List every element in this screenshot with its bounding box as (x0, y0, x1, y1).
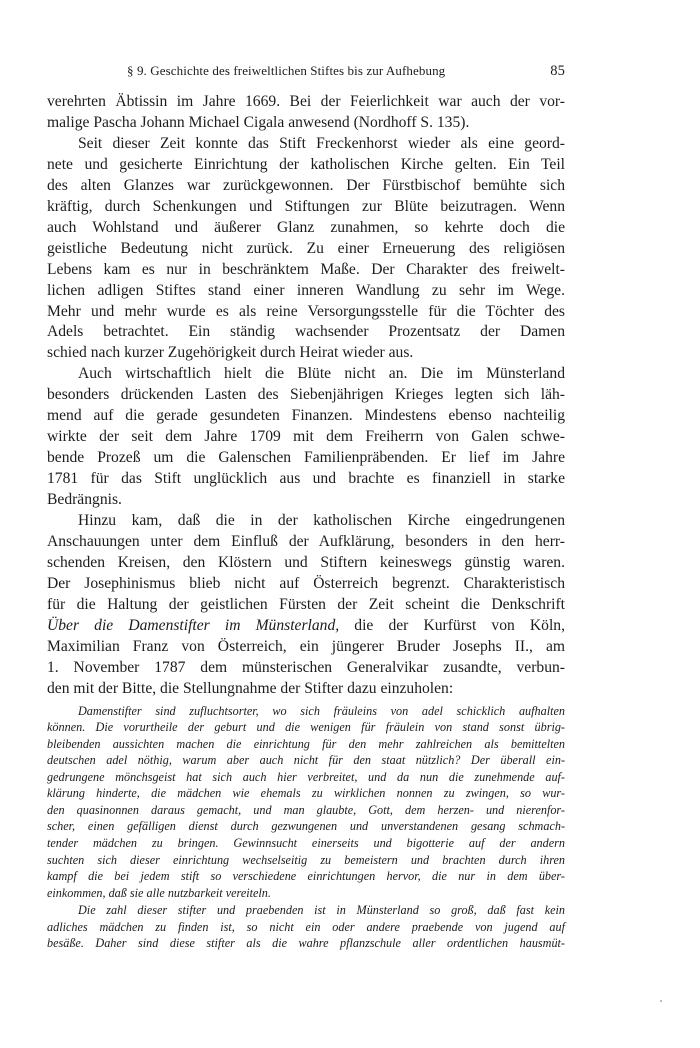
quote-line: Die zahl dieser stifter und praebenden ist in Münsterland so groß, daß fast kein (78, 903, 565, 918)
text-line: wirkte der seit dem Jahre 1709 mit dem Freiherrn von Galen schwe- (47, 428, 565, 446)
running-head (47, 63, 565, 83)
text-line: Maximilian Franz von Österreich, ein jüngerer Bruder Josephs II., am (47, 637, 565, 655)
text-line: Mehr und mehr wurde es als reine Versorgungsstelle für die Töchter des (47, 302, 565, 320)
text-line: Der Josephinismus blieb nicht auf Österreich begrenzt. Charakteristisch (47, 574, 565, 592)
quote-line: kampf die bei jedem stift so verschiedene einrichtungen hervor, die nur in dem über- (47, 869, 565, 884)
block-quote-2 (47, 902, 565, 952)
text-line: den mit der Bitte, die Stellungnahme der Stifter dazu einzuholen: (47, 679, 454, 697)
quote-line: den quasinonnen daraus gemacht, und man glaubte, Gott, dem herzen- und nierenfor- (47, 802, 565, 817)
quote-line: tender mädchen zu bringen. Gewinnsucht einerseits und bigotterie auf der andern (47, 836, 565, 851)
quote-line: suchten sich dieser einrichtung wechselseitig zu bemeistern und brachten durch ihren (47, 852, 565, 867)
body-text (47, 92, 565, 952)
block-quote-1 (47, 703, 565, 902)
quote-line: adliches mädchen zu finden ist, so nicht ein oder andere praebende von jugend auf (47, 919, 565, 934)
text-line: Bedrängnis. (47, 491, 122, 509)
page-number: 85 (550, 63, 565, 79)
paragraph-2 (47, 134, 565, 364)
running-title: § 9. Geschichte des freiweltlichen Stiftes bis zur Aufhebung (127, 63, 446, 78)
text-line: schenden Kreisen, den Klöstern und Stiftern keineswegs günstig waren. (47, 553, 565, 571)
quote-line: scher, einen gefälligen dienst durch gezwungenen und unverstandenen gesang schmach- (47, 819, 565, 834)
paragraph-3 (47, 364, 565, 511)
text-line: auch Wohlstand und äußerer Glanz zunahmen, so kehrte doch die (47, 218, 565, 236)
text-line: Hinzu kam, daß die in der katholischen Kirche eingedrungenen (78, 512, 565, 530)
text-line: bende Prozeß um die Galenschen Familienpräbenden. Er lief im Jahre (47, 449, 565, 467)
text-line: nete und gesicherte Einrichtung der katholischen Kirche gelten. Ein Teil (47, 155, 565, 173)
text-line: des alten Glanzes war zurückgewonnen. Der Fürstbischof bemühte sich (47, 176, 565, 194)
text-line: mend auf die gerade gesundeten Finanzen. Mindestens ebenso nachteilig (47, 407, 565, 425)
text-line: geistliche Bedeutung nicht zurück. Zu einer Erneuerung des religiösen (47, 239, 565, 257)
quote-line: bleibenden aussichten machen die einrichtung für den mehr zahlreichen als bemittelten (47, 736, 565, 751)
quote-line: einkommen, daß sie alle nutzbarkeit vereiteln. (47, 885, 271, 900)
text-line: schied nach kurzer Zugehörigkeit durch Heirat wieder aus. (47, 344, 414, 362)
quote-line: besäße. Daher sind diese stifter als die wahre pflanzschule aller ordentlichen hausmüt- (47, 936, 565, 951)
text-line: malige Pascha Johann Michael Cigala anwesend (Nordhoff S. 135). (47, 113, 470, 131)
quote-line: gedrungene mönchsgeist hat sich auch hier verbreitet, und da nun die zunehmende auf- (47, 769, 565, 784)
text-line: lichen adligen Stiftes stand einer inneren Wandlung zu sehr im Wege. (47, 281, 565, 299)
text-line: 1781 für das Stift unglücklich aus und brachte es finanziell in starke (47, 470, 565, 488)
scan-speck (660, 1000, 662, 1002)
text-line: für die Haltung der geistlichen Fürsten der Zeit scheint die Denkschrift (47, 595, 565, 613)
quote-line: Damenstifter sind zufluchtsorter, wo sich fräuleins von adel schicklich aufhalten (78, 703, 565, 718)
paragraph-4 (47, 511, 565, 700)
text-line-rest: die der Kurfürst von Köln, (339, 616, 566, 634)
memorandum-title: Über die Damenstifter im Münsterland, (47, 616, 340, 634)
text-line (47, 616, 565, 637)
text-line: 1. November 1787 dem münsterischen Generalvikar zusandte, verbun- (47, 658, 565, 676)
text-line: Auch wirtschaftlich hielt die Blüte nicht an. Die im Münsterland (78, 365, 565, 383)
quote-line: deutschen adel nöthig, warum aber auch nicht für den staat nützlich? Der überall ein- (47, 753, 565, 768)
text-line: kräftig, durch Schenkungen und Stiftungen zur Blüte beizutragen. Wenn (47, 197, 565, 215)
quote-line: können. Die vorurtheile der geburt und die wenigen für fräulein von stand sonst übrig- (47, 720, 565, 735)
text-line: Adels betrachtet. Ein ständig wachsender Prozentsatz der Damen (47, 323, 565, 341)
text-line: Seit dieser Zeit konnte das Stift Freckenhorst wieder als eine geord- (78, 134, 565, 152)
quote-line: klärung hinderte, die mädchen wie ehemals zu wirklichen nonnen zu zwingen, so wur- (47, 786, 565, 801)
text-line: Lebens kam es nur in beschränktem Maße. Der Charakter des freiwelt- (47, 260, 565, 278)
text-line: besonders drückenden Lasten des Siebenjährigen Krieges legten sich läh- (47, 386, 565, 404)
paragraph-1 (47, 92, 565, 134)
text-line: Anschauungen unter dem Einfluß der Aufklärung, besonders in den herr- (47, 533, 565, 551)
text-line: verehrten Äbtissin im Jahre 1669. Bei der Feierlichkeit war auch der vor- (47, 93, 565, 110)
